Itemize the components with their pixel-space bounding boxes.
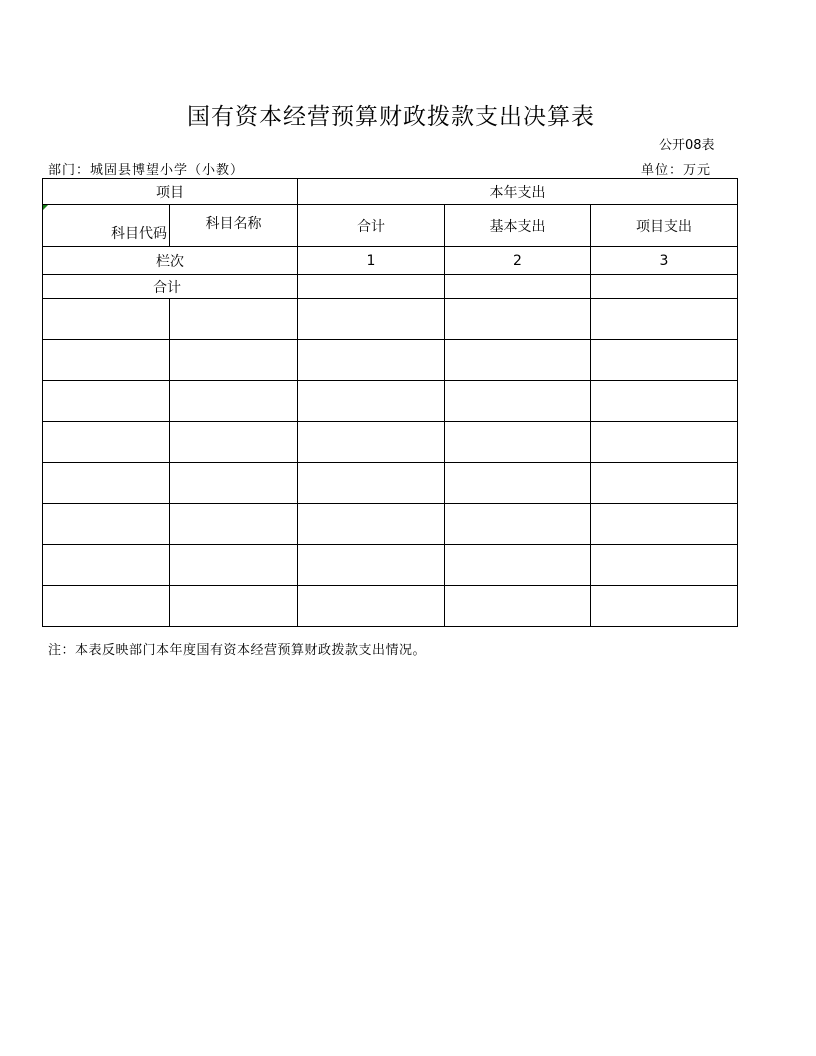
header-item: 项目 [43, 179, 298, 205]
table-row [43, 340, 738, 381]
table-cell [591, 463, 738, 504]
table-cell [43, 340, 170, 381]
table-row [43, 545, 738, 586]
total-row-cell [298, 275, 445, 299]
table-cell [298, 545, 445, 586]
column-number-3: 3 [591, 247, 738, 275]
table-cell [298, 299, 445, 340]
table-cell [170, 504, 298, 545]
table-cell [43, 545, 170, 586]
table-cell [170, 586, 298, 627]
column-number-2: 2 [445, 247, 591, 275]
column-number-1: 1 [298, 247, 445, 275]
footnote: 注：本表反映部门本年度国有资本经营预算财政拨款支出情况。 [48, 643, 427, 658]
table-row [43, 586, 738, 627]
table-cell [298, 586, 445, 627]
cell-comment-marker [43, 205, 48, 210]
table-cell [591, 422, 738, 463]
table-cell [298, 504, 445, 545]
total-row-cell [591, 275, 738, 299]
table-row [43, 463, 738, 504]
column-number-label: 栏次 [43, 247, 298, 275]
table-cell [43, 422, 170, 463]
table-cell [591, 299, 738, 340]
table-cell [445, 422, 591, 463]
unit-label: 单位：万元 [641, 163, 712, 178]
table-cell [445, 299, 591, 340]
table-cell [43, 586, 170, 627]
header-subject-code [43, 205, 170, 247]
department-label: 部门：城固县博望小学（小教） [48, 163, 245, 178]
header-subject-code-label: 科目代码 [111, 226, 167, 242]
header-total: 合计 [298, 205, 445, 247]
table-cell [298, 422, 445, 463]
header-project-expense: 项目支出 [591, 205, 738, 247]
table-cell [591, 381, 738, 422]
form-number: 公开08表 [659, 138, 715, 153]
header-current-year-expense: 本年支出 [298, 179, 738, 205]
table-cell [445, 586, 591, 627]
table-cell [170, 422, 298, 463]
table-cell [170, 381, 298, 422]
table-row [43, 299, 738, 340]
total-row-label: 合计 [43, 275, 298, 299]
table-cell [170, 545, 298, 586]
table-cell [298, 340, 445, 381]
table-cell [43, 299, 170, 340]
expense-table [42, 178, 738, 627]
table-cell [591, 504, 738, 545]
table-cell [591, 586, 738, 627]
table-cell [170, 299, 298, 340]
total-row-cell [445, 275, 591, 299]
table-row [43, 381, 738, 422]
table-cell [298, 463, 445, 504]
table-cell [43, 381, 170, 422]
table-cell [445, 504, 591, 545]
table-cell [43, 463, 170, 504]
table-cell [445, 381, 591, 422]
table-cell [591, 340, 738, 381]
table-cell [43, 504, 170, 545]
table-cell [445, 545, 591, 586]
table-row [43, 422, 738, 463]
table-row [43, 504, 738, 545]
page-title: 国有资本经营预算财政拨款支出决算表 [187, 104, 595, 130]
table-cell [170, 463, 298, 504]
header-basic-expense: 基本支出 [445, 205, 591, 247]
header-subject-name: 科目名称 [170, 205, 298, 247]
table-cell [445, 340, 591, 381]
table-cell [591, 545, 738, 586]
table-cell [445, 463, 591, 504]
table-cell [298, 381, 445, 422]
table-cell [170, 340, 298, 381]
